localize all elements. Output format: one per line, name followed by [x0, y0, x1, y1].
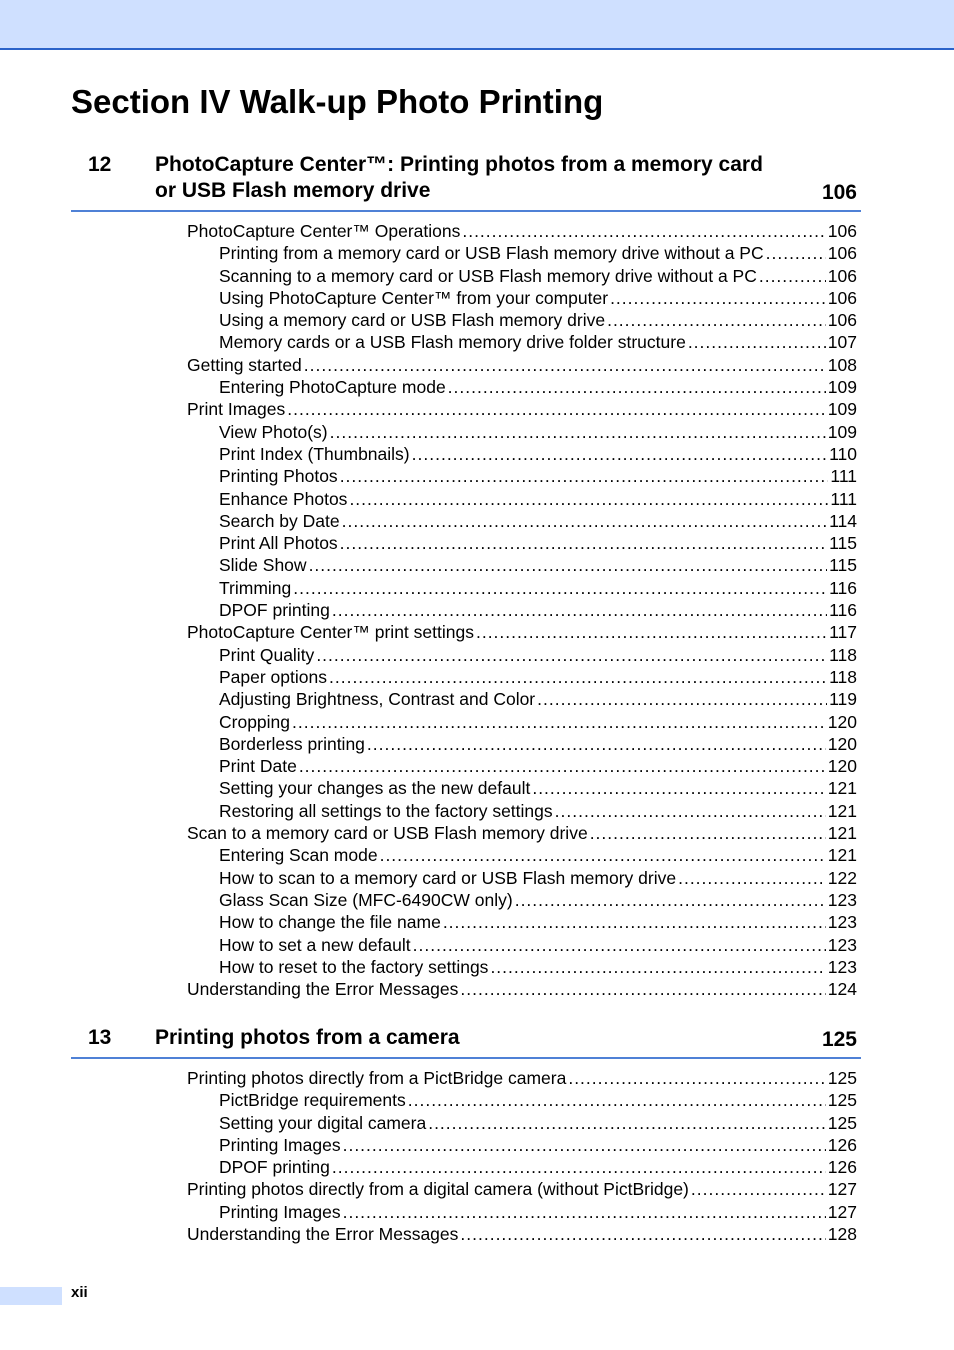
dot-leader	[367, 733, 826, 755]
dot-leader	[515, 889, 826, 911]
entry-page: 111	[830, 488, 857, 509]
chapter-title: PhotoCapture Center™: Printing photos from a memory card or USB Flash memory drive	[155, 153, 763, 202]
toc-entry[interactable]	[187, 398, 857, 420]
entry-page: 116	[829, 577, 857, 598]
toc-entry[interactable]	[187, 733, 857, 755]
entry-label: Restoring all settings to the factory settings	[219, 800, 553, 821]
dot-leader	[408, 1089, 826, 1111]
entry-page: 120	[827, 711, 857, 732]
entry-label: How to scan to a memory card or USB Flash memory drive	[219, 867, 677, 888]
toc-entry[interactable]	[187, 800, 857, 822]
entry-label: Getting started	[187, 354, 302, 375]
entry-label: Adjusting Brightness, Contrast and Color	[219, 689, 536, 710]
entry-label: Scan to a memory card or USB Flash memory drive	[187, 823, 588, 844]
dot-leader	[332, 1156, 826, 1178]
entry-label: Understanding the Error Messages	[187, 979, 459, 1000]
dot-leader	[590, 822, 826, 844]
entry-page: 111	[830, 466, 857, 487]
toc-entry[interactable]	[187, 956, 857, 978]
dot-leader	[448, 376, 826, 398]
toc-entry[interactable]	[187, 1067, 857, 1089]
toc-entry[interactable]	[187, 554, 857, 576]
section-title: Section IV Walk-up Photo Printing	[71, 83, 604, 120]
dot-leader	[340, 532, 827, 554]
entry-page: 120	[827, 733, 857, 754]
toc-entry[interactable]	[187, 621, 857, 643]
entry-page: 123	[827, 889, 857, 910]
footer-band	[0, 1287, 62, 1305]
entry-page: 107	[827, 332, 857, 353]
toc-entry[interactable]	[187, 755, 857, 777]
entry-page: 125	[827, 1090, 857, 1111]
entry-label: Trimming	[219, 577, 292, 598]
dot-leader	[691, 1178, 826, 1200]
chapter-12-heading[interactable]	[71, 152, 861, 212]
entry-label: Cropping	[219, 711, 291, 732]
entry-page: 110	[829, 443, 857, 464]
entry-label: Print Images	[187, 399, 286, 420]
toc-entry[interactable]	[187, 1156, 857, 1178]
toc-entry[interactable]	[187, 644, 857, 666]
entry-label: Borderless printing	[219, 733, 365, 754]
dot-leader	[299, 755, 826, 777]
entry-page: 106	[827, 243, 857, 264]
entry-page: 128	[827, 1224, 857, 1245]
entry-page: 118	[829, 666, 857, 687]
entry-page: 108	[827, 354, 857, 375]
toc-entry[interactable]	[187, 688, 857, 710]
entry-page: 116	[829, 600, 857, 621]
entry-label: PictBridge requirements	[219, 1090, 406, 1111]
entry-page: 126	[827, 1134, 857, 1155]
entry-page: 121	[827, 845, 857, 866]
toc-entry[interactable]	[187, 331, 857, 353]
entry-page: 124	[827, 979, 857, 1000]
entry-page: 121	[827, 778, 857, 799]
entry-page: 114	[829, 510, 857, 531]
toc-entry[interactable]	[187, 1112, 857, 1134]
dot-leader	[568, 1067, 825, 1089]
entry-page: 125	[827, 1068, 857, 1088]
entry-label: Glass Scan Size (MFC-6490CW only)	[219, 889, 513, 910]
toc-entry[interactable]	[187, 265, 857, 287]
entry-page: 127	[827, 1201, 857, 1222]
dot-leader	[555, 800, 826, 822]
dot-leader	[413, 934, 826, 956]
dot-leader	[304, 354, 826, 376]
entry-label: Printing Images	[219, 1201, 341, 1222]
chapter-number: 13	[88, 1026, 112, 1049]
toc-entry[interactable]	[187, 532, 857, 554]
entry-page: 106	[827, 265, 857, 286]
dot-leader	[292, 711, 826, 733]
entry-page: 121	[827, 823, 857, 844]
entry-label: View Photo(s)	[219, 421, 328, 442]
entry-label: Print Date	[219, 756, 297, 777]
entry-label: Printing photos directly from a PictBridge camera	[187, 1068, 567, 1088]
dot-leader	[380, 844, 826, 866]
dot-leader	[330, 421, 826, 443]
entry-label: Using PhotoCapture Center™ from your computer	[219, 287, 609, 308]
entry-page: 106	[827, 221, 857, 241]
toc-entry[interactable]	[187, 488, 857, 510]
entry-page: 115	[829, 555, 857, 576]
dot-leader	[610, 287, 826, 309]
dot-leader	[287, 398, 826, 420]
dot-leader	[329, 666, 827, 688]
entry-label: Entering Scan mode	[219, 845, 378, 866]
entry-label: Slide Show	[219, 555, 307, 576]
entry-label: Printing Images	[219, 1134, 341, 1155]
chapter-12-entries	[187, 220, 857, 1000]
entry-page: 122	[827, 867, 857, 888]
entry-label: Entering PhotoCapture mode	[219, 377, 446, 398]
toc-entry[interactable]	[187, 1201, 857, 1223]
toc-entry[interactable]	[187, 510, 857, 532]
toc-entry[interactable]	[187, 599, 857, 621]
dot-leader	[759, 265, 826, 287]
chapter-13-heading[interactable]	[71, 1025, 861, 1059]
dot-leader	[343, 1201, 826, 1223]
entry-label: Print All Photos	[219, 533, 338, 554]
dot-leader	[462, 220, 825, 242]
entry-label: Print Quality	[219, 644, 315, 665]
toc-entry[interactable]	[187, 889, 857, 911]
entry-page: 126	[827, 1157, 857, 1178]
toc-entry[interactable]	[187, 934, 857, 956]
toc-entry[interactable]	[187, 309, 857, 331]
toc-entry[interactable]	[187, 777, 857, 799]
entry-page: 117	[829, 622, 857, 643]
toc-entry[interactable]	[187, 354, 857, 376]
toc-entry[interactable]	[187, 1089, 857, 1111]
dot-leader	[342, 510, 827, 532]
toc-entry[interactable]	[187, 376, 857, 398]
dot-leader	[460, 978, 825, 1000]
entry-page: 106	[827, 310, 857, 331]
dot-leader	[490, 956, 825, 978]
toc-entry[interactable]	[187, 465, 857, 487]
entry-page: 121	[827, 800, 857, 821]
dot-leader	[343, 1134, 826, 1156]
toc-entry[interactable]	[187, 577, 857, 599]
entry-page: 109	[827, 399, 857, 420]
toc-entry[interactable]	[187, 844, 857, 866]
entry-label: Print Index (Thumbnails)	[219, 443, 410, 464]
entry-label: Using a memory card or USB Flash memory drive	[219, 310, 606, 331]
entry-label: Printing photos directly from a digital camera (without PictBridge)	[187, 1179, 689, 1200]
dot-leader	[766, 242, 826, 264]
entry-page: 120	[827, 756, 857, 777]
dot-leader	[688, 331, 826, 353]
toc-entry[interactable]	[187, 287, 857, 309]
entry-label: How to set a new default	[219, 934, 411, 955]
entry-page: 118	[829, 644, 857, 665]
entry-page: 125	[827, 1112, 857, 1133]
entry-page: 123	[827, 934, 857, 955]
entry-label: Understanding the Error Messages	[187, 1224, 459, 1245]
dot-leader	[678, 867, 826, 889]
toc-entry[interactable]	[187, 666, 857, 688]
toc-entry[interactable]	[187, 711, 857, 733]
toc-entry[interactable]	[187, 1223, 857, 1245]
entry-label: Memory cards or a USB Flash memory drive folder structure	[219, 332, 686, 353]
entry-page: 115	[829, 533, 857, 554]
entry-label: Paper options	[219, 666, 327, 687]
toc-entry[interactable]	[187, 867, 857, 889]
entry-page: 123	[827, 912, 857, 933]
chapter-number: 12	[88, 153, 112, 176]
page-number: xii	[71, 1284, 88, 1301]
entry-page: 119	[829, 689, 857, 710]
entry-label: Printing from a memory card or USB Flash memory drive without a PC	[219, 243, 764, 264]
dot-leader	[607, 309, 826, 331]
chapter-page: 106	[821, 181, 857, 204]
entry-label: PhotoCapture Center™ Operations	[187, 221, 461, 241]
dot-leader	[316, 644, 827, 666]
header-band	[0, 0, 954, 50]
toc-entry[interactable]	[187, 421, 857, 443]
entry-label: Setting your digital camera	[219, 1112, 427, 1133]
dot-leader	[443, 911, 826, 933]
chapter-13-entries	[187, 1067, 857, 1245]
dot-leader	[460, 1223, 825, 1245]
toc-entry[interactable]	[187, 242, 857, 264]
dot-leader	[428, 1112, 826, 1134]
entry-label: DPOF printing	[219, 1157, 330, 1178]
toc-entry[interactable]	[187, 911, 857, 933]
entry-label: Setting your changes as the new default	[219, 778, 531, 799]
toc-entry[interactable]	[187, 443, 857, 465]
entry-label: Enhance Photos	[219, 488, 348, 509]
chapter-page: 125	[821, 1028, 857, 1051]
entry-label: Printing Photos	[219, 466, 338, 487]
entry-page: 127	[827, 1179, 857, 1200]
dot-leader	[532, 777, 825, 799]
dot-leader	[309, 554, 828, 576]
chapter-title: Printing photos from a camera	[155, 1026, 460, 1049]
entry-page: 109	[827, 421, 857, 442]
entry-page: 109	[827, 377, 857, 398]
toc-entry[interactable]	[187, 220, 857, 242]
dot-leader	[332, 599, 827, 621]
toc-entry[interactable]	[187, 1178, 857, 1200]
dot-leader	[537, 688, 827, 710]
dot-leader	[412, 443, 827, 465]
entry-label: Search by Date	[219, 510, 340, 531]
entry-label: How to reset to the factory settings	[219, 956, 489, 977]
entry-label: PhotoCapture Center™ print settings	[187, 622, 474, 643]
dot-leader	[293, 577, 827, 599]
entry-label: DPOF printing	[219, 600, 330, 621]
dot-leader	[476, 621, 827, 643]
entry-page: 123	[827, 956, 857, 977]
entry-page: 106	[827, 287, 857, 308]
dot-leader	[349, 488, 828, 510]
toc-entry[interactable]	[187, 1134, 857, 1156]
dot-leader	[340, 465, 829, 487]
entry-label: How to change the file name	[219, 912, 441, 933]
toc-entry[interactable]	[187, 978, 857, 1000]
entry-label: Scanning to a memory card or USB Flash memory drive without a PC	[219, 265, 757, 286]
toc-entry[interactable]	[187, 822, 857, 844]
